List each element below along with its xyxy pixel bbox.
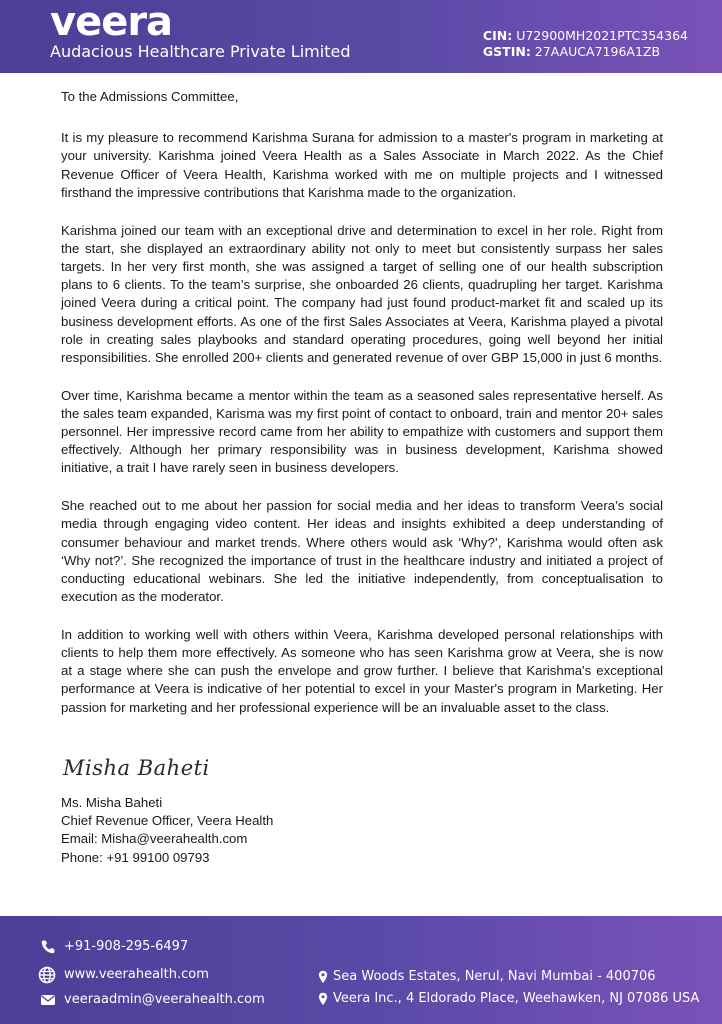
gstin-line xyxy=(483,44,688,60)
footer-address-usa-text: Veera Inc., 4 Eldorado Place, Weehawken, NJ 07086 USA xyxy=(333,991,700,1006)
letterhead-header xyxy=(0,0,722,73)
footer-email-text: veeraadmin@veerahealth.com xyxy=(64,992,265,1007)
gstin-value: 27AAUCA7196A1ZB xyxy=(530,44,661,59)
paragraph-sales-performance: Karishma joined our team with an exceptional drive and determination to excel in her role. Right from the start, she displayed an extraordinary ability not only to meet but consistently surpass her sales targets. In her very first month, she was assigned a target of selling one of our health subscription plans to 6 clients. To the team’s surprise, she onboarded 26 clients, quadrupling her target. Karishma joined Veera during a critical point. The company had just found product-market fit and scaled up its business development efforts. As one of the first Sales Associates at Veera, Karishma played a pivotal role in creating sales playbooks and standard operating procedures, going well beyond her initial responsibilities. She enrolled 200+ clients and generated revenue of over GBP 15,000 in just 6 months. xyxy=(61,222,663,365)
footer-email[interactable] xyxy=(40,992,265,1008)
salutation: To the Admissions Committee, xyxy=(61,89,239,104)
location-pin-icon xyxy=(318,992,328,1006)
mail-icon xyxy=(40,993,56,1007)
location-pin-icon xyxy=(318,970,328,984)
signature-block xyxy=(61,794,273,867)
footer-phone-text: +91-908-295-6497 xyxy=(64,939,189,954)
signer-name: Ms. Misha Baheti xyxy=(61,795,163,810)
cin-line xyxy=(483,28,688,44)
letterhead-footer xyxy=(0,916,722,1024)
signer-email[interactable]: Email: Misha@veerahealth.com xyxy=(61,831,248,847)
paragraph-conclusion: In addition to working well with others within Veera, Karishma developed personal relationships with clients to help them more effectively. As someone who has seen Karishma grow at Veera, she is now at a stage where she can push the envelope and grow further. I believe that Karishma's exceptional performance at Veera is indicative of her potential to excel in your Master's program in Marketing. Her passion for marketing and her professional experience will be an invaluable asset to the class. xyxy=(61,626,663,715)
company-name: Audacious Healthcare Private Limited xyxy=(50,42,351,61)
paragraph-mentorship: Over time, Karishma became a mentor within the team as a seasoned sales representative herself. As the sales team expanded, Karisma was my first point of contact to onboard, train and mentor 20+ sales personnel. Her impressive record came from her ability to empathize with customers and support them effectively. Although her primary responsibility was in business development, Karishma showed initiative, a trait I have rarely seen in business developers. xyxy=(61,387,663,476)
footer-address-india xyxy=(318,969,656,985)
footer-website[interactable] xyxy=(38,966,209,984)
letter-body xyxy=(61,88,663,736)
footer-website-text: www.veerahealth.com xyxy=(64,967,209,982)
cin-label: CIN: xyxy=(482,28,513,43)
footer-address-usa xyxy=(318,991,699,1007)
globe-icon xyxy=(38,966,56,984)
brand-logo: veera xyxy=(50,0,173,45)
footer-address-india-text: Sea Woods Estates, Nerul, Navi Mumbai - 400706 xyxy=(333,969,656,984)
signer-phone[interactable]: Phone: +91 99100 09793 xyxy=(61,849,210,865)
phone-icon xyxy=(40,939,56,955)
cin-value: U72900MH2021PTC354364 xyxy=(512,28,688,43)
gstin-label: GSTIN: xyxy=(482,44,531,59)
footer-phone[interactable] xyxy=(40,939,188,955)
paragraph-social-media: She reached out to me about her passion for social media and her ideas to transform Veera’s social media through engaging video content. Her ideas and insights exhibited a deep understanding of consumer behaviour and market trends. Where others would ask ‘Why?’, Karishma would often ask ‘Why not?’. She recognized the importance of trust in the healthcare industry and initiated a project of conducting educational webinars. She led the initiative independently, from conceptualisation to execution as the moderator. xyxy=(61,498,663,605)
paragraph-intro: It is my pleasure to recommend Karishma Surana for admission to a master's program in marketing at your university. Karishma joined Veera Health as a Sales Associate in March 2022. As the Chief Revenue Officer of Veera Health, Karishma worked with me on multiple projects and I witnessed firsthand the impressive contributions that Karishma made to the organization. xyxy=(61,130,663,200)
registration-ids xyxy=(483,28,688,60)
signer-title: Chief Revenue Officer, Veera Health xyxy=(61,813,274,829)
handwritten-signature: Misha Baheti xyxy=(63,756,210,780)
